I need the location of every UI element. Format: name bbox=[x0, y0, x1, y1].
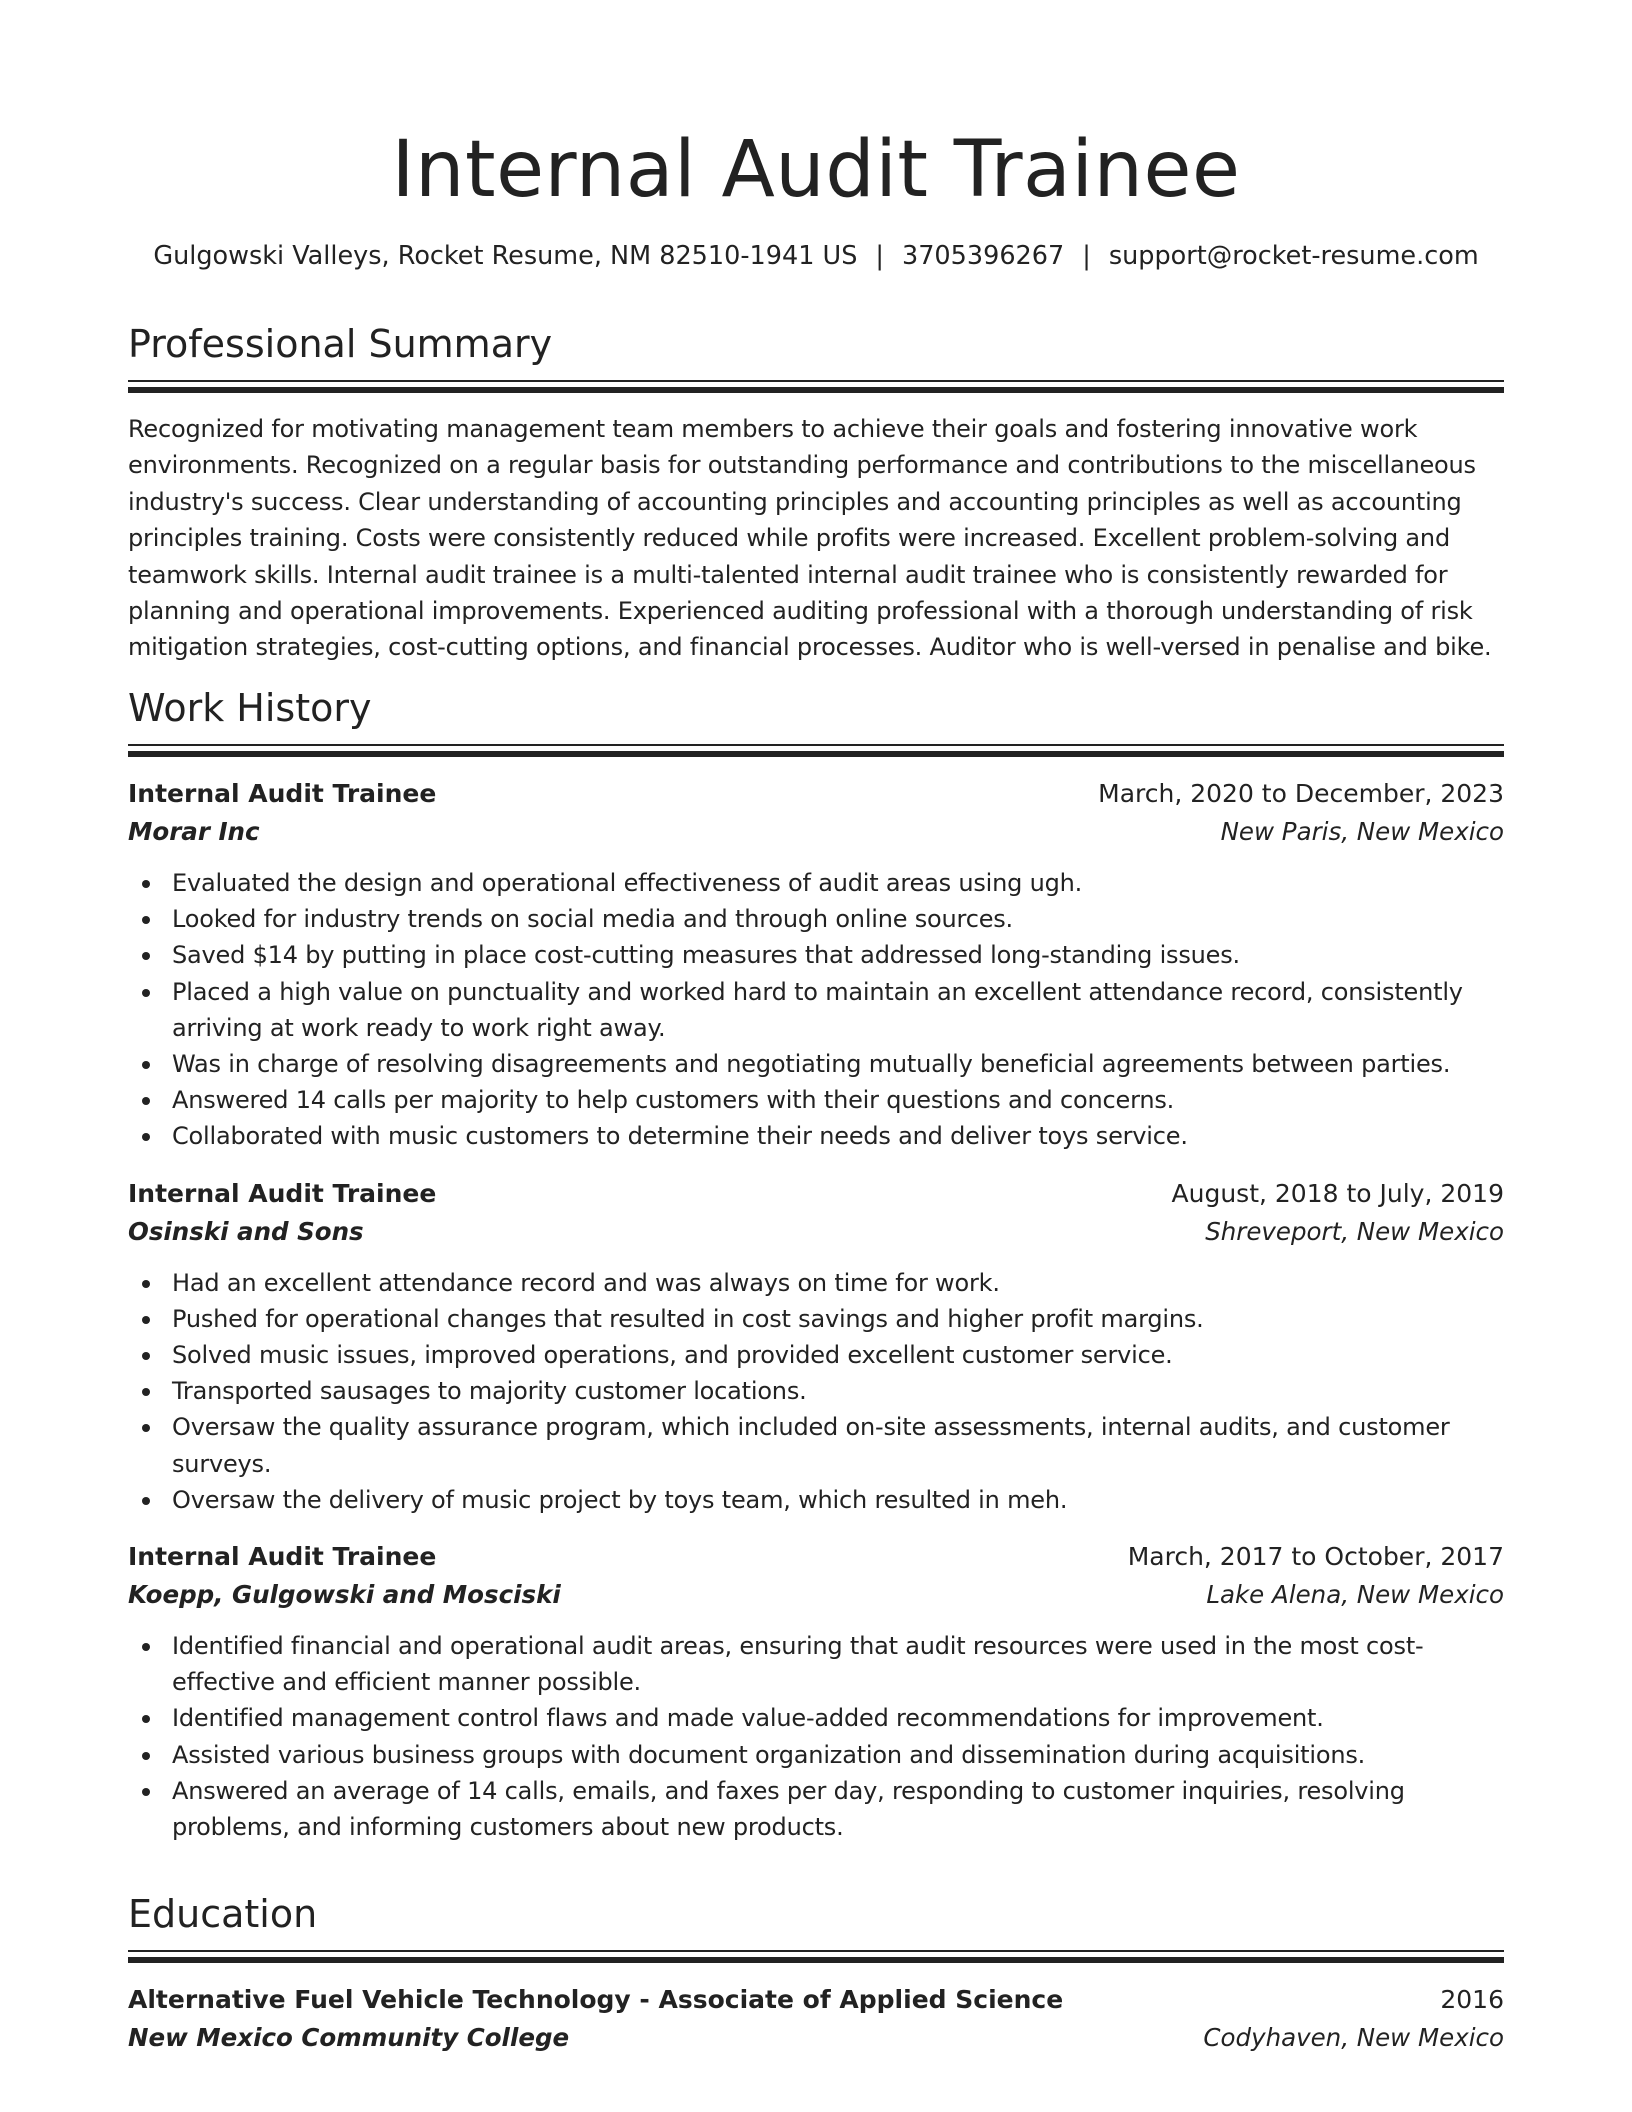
job-title: Internal Audit Trainee bbox=[128, 779, 437, 808]
education-heading: Education bbox=[128, 1892, 318, 1936]
section-divider bbox=[128, 744, 1504, 758]
job-company: Morar Inc bbox=[128, 817, 260, 846]
job-bullet: Answered 14 calls per majority to help customers with their questions and concerns. bbox=[172, 1082, 1504, 1118]
job-bullet: Transported sausages to majority customer locations. bbox=[172, 1373, 1504, 1409]
job-company: Osinski and Sons bbox=[128, 1216, 364, 1246]
job-title: Internal Audit Trainee bbox=[128, 1178, 437, 1208]
job-bullet: Identified financial and operational audit areas, ensuring that audit resources were used in the most cost-effective and efficient manner possible. bbox=[172, 1628, 1504, 1700]
job-entry bbox=[128, 1175, 1504, 1518]
job-bullet: Oversaw the quality assurance program, which included on-site assessments, internal audits, and customer surveys. bbox=[172, 1409, 1504, 1481]
job-bullet: Evaluated the design and operational effectiveness of audit areas using ugh. bbox=[172, 865, 1504, 901]
job-bullet: Was in charge of resolving disagreements and negotiating mutually beneficial agreements between parties. bbox=[172, 1046, 1504, 1082]
job-entry bbox=[128, 775, 1504, 1155]
contact-email: support@rocket-resume.com bbox=[1108, 241, 1479, 271]
job-location: New Paris, New Mexico bbox=[1220, 817, 1504, 846]
job-bullet: Had an excellent attendance record and was always on time for work. bbox=[172, 1265, 1504, 1301]
summary-text: Recognized for motivating management team members to achieve their goals and fostering innovative work environments. Recognized on a regular basis for outstanding performance and contributions to the miscellaneous industry's success. Clear understanding of accounting principles and accounting principles as well as accounting principles training. Costs were consistently reduced while profits were increased. Excellent problem-solving and teamwork skills. Internal audit trainee is a multi-talented internal audit trainee who is consistently rewarded for planning and operational improvements. Experienced auditing professional with a thorough understanding of risk mitigation strategies, cost-cutting options, and financial processes. Auditor who is well-versed in penalise and bike. bbox=[128, 415, 1492, 662]
resume-title: Internal Audit Trainee bbox=[391, 125, 1241, 215]
job-dates: March, 2017 to October, 2017 bbox=[1127, 1542, 1504, 1572]
education-entry bbox=[128, 1981, 1504, 2057]
education-school: New Mexico Community College bbox=[128, 2023, 570, 2052]
job-bullet: Oversaw the delivery of music project by toys team, which resulted in meh. bbox=[172, 1482, 1504, 1518]
work-history-section bbox=[128, 682, 1504, 1845]
job-bullet: Collaborated with music customers to determine their needs and deliver toys service. bbox=[172, 1118, 1504, 1154]
job-bullet: Placed a high value on punctuality and worked hard to maintain an excellent attendance record, consistently arriving at work ready to work right away. bbox=[172, 974, 1504, 1046]
job-bullet: Pushed for operational changes that resulted in cost savings and higher profit margins. bbox=[172, 1301, 1504, 1337]
summary-section bbox=[128, 318, 1504, 666]
job-bullet: Answered an average of 14 calls, emails, and faxes per day, responding to customer inquiries, resolving problems, and informing customers about new products. bbox=[172, 1773, 1504, 1845]
job-dates: March, 2020 to December, 2023 bbox=[1098, 779, 1504, 808]
job-title: Internal Audit Trainee bbox=[128, 1542, 437, 1572]
job-bullets bbox=[128, 1628, 1504, 1845]
education-year: 2016 bbox=[1440, 1985, 1504, 2014]
education-location: Codyhaven, New Mexico bbox=[1203, 2023, 1504, 2052]
job-entry bbox=[128, 1538, 1504, 1845]
education-degree: Alternative Fuel Vehicle Technology - Associate of Applied Science bbox=[128, 1985, 1064, 2014]
education-section bbox=[128, 1888, 1504, 2057]
work-history-heading: Work History bbox=[128, 686, 372, 730]
job-bullets bbox=[128, 865, 1504, 1155]
contact-separator: | bbox=[875, 241, 884, 271]
job-bullet: Assisted various business groups with document organization and dissemination during acquisitions. bbox=[172, 1737, 1504, 1773]
job-bullet: Identified management control flaws and made value-added recommendations for improvement. bbox=[172, 1700, 1504, 1736]
job-bullet: Saved $14 by putting in place cost-cutting measures that addressed long-standing issues. bbox=[172, 937, 1504, 973]
contact-phone: 3705396267 bbox=[901, 241, 1065, 271]
section-divider bbox=[128, 380, 1504, 394]
job-location: Shreveport, New Mexico bbox=[1205, 1216, 1504, 1246]
job-dates: August, 2018 to July, 2019 bbox=[1171, 1178, 1504, 1208]
job-location: Lake Alena, New Mexico bbox=[1206, 1580, 1504, 1610]
summary-heading: Professional Summary bbox=[128, 322, 553, 366]
job-bullet: Looked for industry trends on social media and through online sources. bbox=[172, 901, 1504, 937]
section-divider bbox=[128, 1950, 1504, 1964]
job-company: Koepp, Gulgowski and Mosciski bbox=[128, 1580, 561, 1610]
contact-address: Gulgowski Valleys, Rocket Resume, NM 82510-1941 US bbox=[153, 241, 858, 271]
job-bullets bbox=[128, 1265, 1504, 1518]
job-bullet: Solved music issues, improved operations, and provided excellent customer service. bbox=[172, 1337, 1504, 1373]
contact-line bbox=[128, 236, 1504, 276]
contact-separator: | bbox=[1082, 241, 1091, 271]
